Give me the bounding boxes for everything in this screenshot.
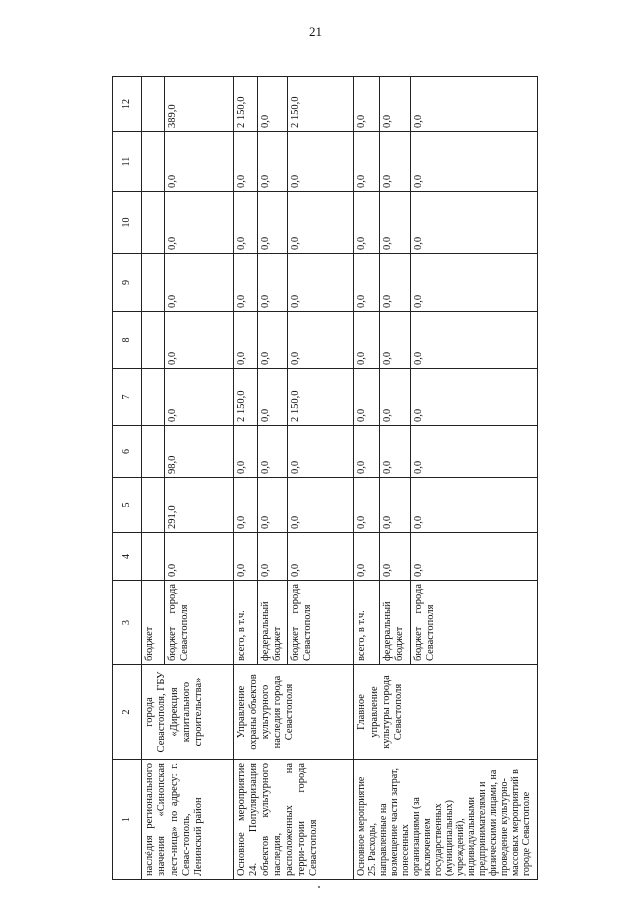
value-cell: 0,0	[287, 192, 354, 254]
executor-cell: Управление охраны объектов культурного наследия города Севастополя	[233, 665, 354, 760]
table-row	[142, 77, 164, 880]
header-cell: 3	[113, 581, 142, 665]
scan-speck	[318, 886, 320, 888]
value-cell: 0,0	[354, 312, 379, 369]
header-cell: 10	[113, 192, 142, 254]
table-row	[354, 77, 379, 880]
value-cell: 0,0	[354, 533, 379, 581]
value-cell: 0,0	[287, 312, 354, 369]
header-cell: 12	[113, 77, 142, 132]
header-cell: 9	[113, 254, 142, 312]
value-cell	[142, 312, 164, 369]
header-cell: 5	[113, 478, 142, 533]
budget-table	[112, 76, 538, 880]
page-number: 21	[309, 24, 322, 39]
value-cell: 0,0	[379, 478, 410, 533]
value-cell	[142, 192, 164, 254]
value-cell: 0,0	[164, 533, 233, 581]
value-cell: 0,0	[257, 254, 287, 312]
value-cell: 0,0	[410, 254, 537, 312]
value-cell: 0,0	[257, 312, 287, 369]
header-cell: 1	[113, 760, 142, 880]
value-cell: 0,0	[354, 254, 379, 312]
value-cell: 0,0	[233, 426, 257, 478]
value-cell: 0,0	[354, 369, 379, 426]
value-cell: 0,0	[233, 533, 257, 581]
value-cell: 0,0	[379, 132, 410, 192]
value-cell: 0,0	[410, 369, 537, 426]
value-cell: 0,0	[257, 132, 287, 192]
executor-cell: города Севастополя, ГБУ «Дирекция капитального строительства»	[142, 665, 233, 760]
value-cell: 0,0	[287, 254, 354, 312]
rotated-table-container	[112, 77, 538, 880]
value-cell: 389,0	[164, 77, 233, 132]
header-cell: 8	[113, 312, 142, 369]
value-cell: 2 150,0	[233, 77, 257, 132]
value-cell: 0,0	[257, 369, 287, 426]
funding-source-cell: бюджет	[142, 581, 164, 665]
value-cell: 0,0	[233, 312, 257, 369]
value-cell: 0,0	[164, 132, 233, 192]
value-cell: 0,0	[354, 192, 379, 254]
header-row	[113, 77, 142, 880]
executor-cell: Главное управление культуры города Севастополя	[354, 665, 538, 760]
header-cell: 11	[113, 132, 142, 192]
value-cell: 0,0	[257, 426, 287, 478]
value-cell: 0,0	[164, 254, 233, 312]
value-cell: 0,0	[410, 426, 537, 478]
value-cell: 2 150,0	[287, 77, 354, 132]
value-cell: 0,0	[410, 533, 537, 581]
funding-source-cell: бюджет города Севастополя	[164, 581, 233, 665]
value-cell: 0,0	[379, 312, 410, 369]
value-cell: 0,0	[410, 192, 537, 254]
value-cell: 0,0	[233, 254, 257, 312]
value-cell: 0,0	[257, 192, 287, 254]
value-cell	[142, 478, 164, 533]
value-cell	[142, 132, 164, 192]
measure-name-cell: Основное мероприятие 24. Популяризация объектов культурного наследия, расположенных на терри-тории города Севастополя	[233, 760, 354, 880]
value-cell: 2 150,0	[233, 369, 257, 426]
value-cell	[142, 369, 164, 426]
value-cell	[142, 77, 164, 132]
value-cell: 98,0	[164, 426, 233, 478]
value-cell	[142, 426, 164, 478]
value-cell: 0,0	[233, 192, 257, 254]
value-cell: 0,0	[410, 77, 537, 132]
measure-name-cell: Основное мероприятие 25. Расходы, направленные на возмещение части затрат, понесенных организациями (за исключением государственных (муниципальных) учреждений), индивидуальными предпринимателями и физическими лицами, на проведение культурно-массовых мероприятий в городе Севастополе	[354, 760, 538, 880]
value-cell: 0,0	[233, 478, 257, 533]
value-cell: 0,0	[379, 77, 410, 132]
header-cell: 2	[113, 665, 142, 760]
value-cell: 0,0	[257, 478, 287, 533]
value-cell: 0,0	[287, 478, 354, 533]
value-cell: 0,0	[379, 192, 410, 254]
value-cell: 0,0	[164, 369, 233, 426]
value-cell: 0,0	[287, 132, 354, 192]
funding-source-cell: бюджет города Севастополя	[410, 581, 537, 665]
value-cell: 0,0	[410, 312, 537, 369]
value-cell: 0,0	[164, 312, 233, 369]
value-cell	[142, 254, 164, 312]
funding-source-cell: всего, в т.ч.	[354, 581, 379, 665]
value-cell: 2 150,0	[287, 369, 354, 426]
value-cell	[142, 533, 164, 581]
value-cell: 0,0	[410, 478, 537, 533]
header-cell: 4	[113, 533, 142, 581]
value-cell: 0,0	[354, 132, 379, 192]
funding-source-cell: федеральный бюджет	[379, 581, 410, 665]
value-cell: 0,0	[354, 478, 379, 533]
value-cell: 0,0	[379, 369, 410, 426]
value-cell: 0,0	[379, 254, 410, 312]
funding-source-cell: бюджет города Севастополя	[287, 581, 354, 665]
value-cell: 0,0	[379, 426, 410, 478]
measure-name-cell: наслéдия регионального значения «Синопская лест-ница» по адресу: г. Севас-тополь, Ленинский район	[142, 760, 233, 880]
value-cell: 0,0	[257, 77, 287, 132]
table-row	[233, 77, 257, 880]
header-cell: 6	[113, 426, 142, 478]
value-cell: 291,0	[164, 478, 233, 533]
funding-source-cell: федеральный бюджет	[257, 581, 287, 665]
value-cell: 0,0	[164, 192, 233, 254]
value-cell: 0,0	[354, 426, 379, 478]
value-cell: 0,0	[354, 77, 379, 132]
value-cell: 0,0	[233, 132, 257, 192]
value-cell: 0,0	[379, 533, 410, 581]
value-cell: 0,0	[257, 533, 287, 581]
value-cell: 0,0	[287, 426, 354, 478]
funding-source-cell: всего, в т.ч.	[233, 581, 257, 665]
value-cell: 0,0	[287, 533, 354, 581]
value-cell: 0,0	[410, 132, 537, 192]
header-cell: 7	[113, 369, 142, 426]
